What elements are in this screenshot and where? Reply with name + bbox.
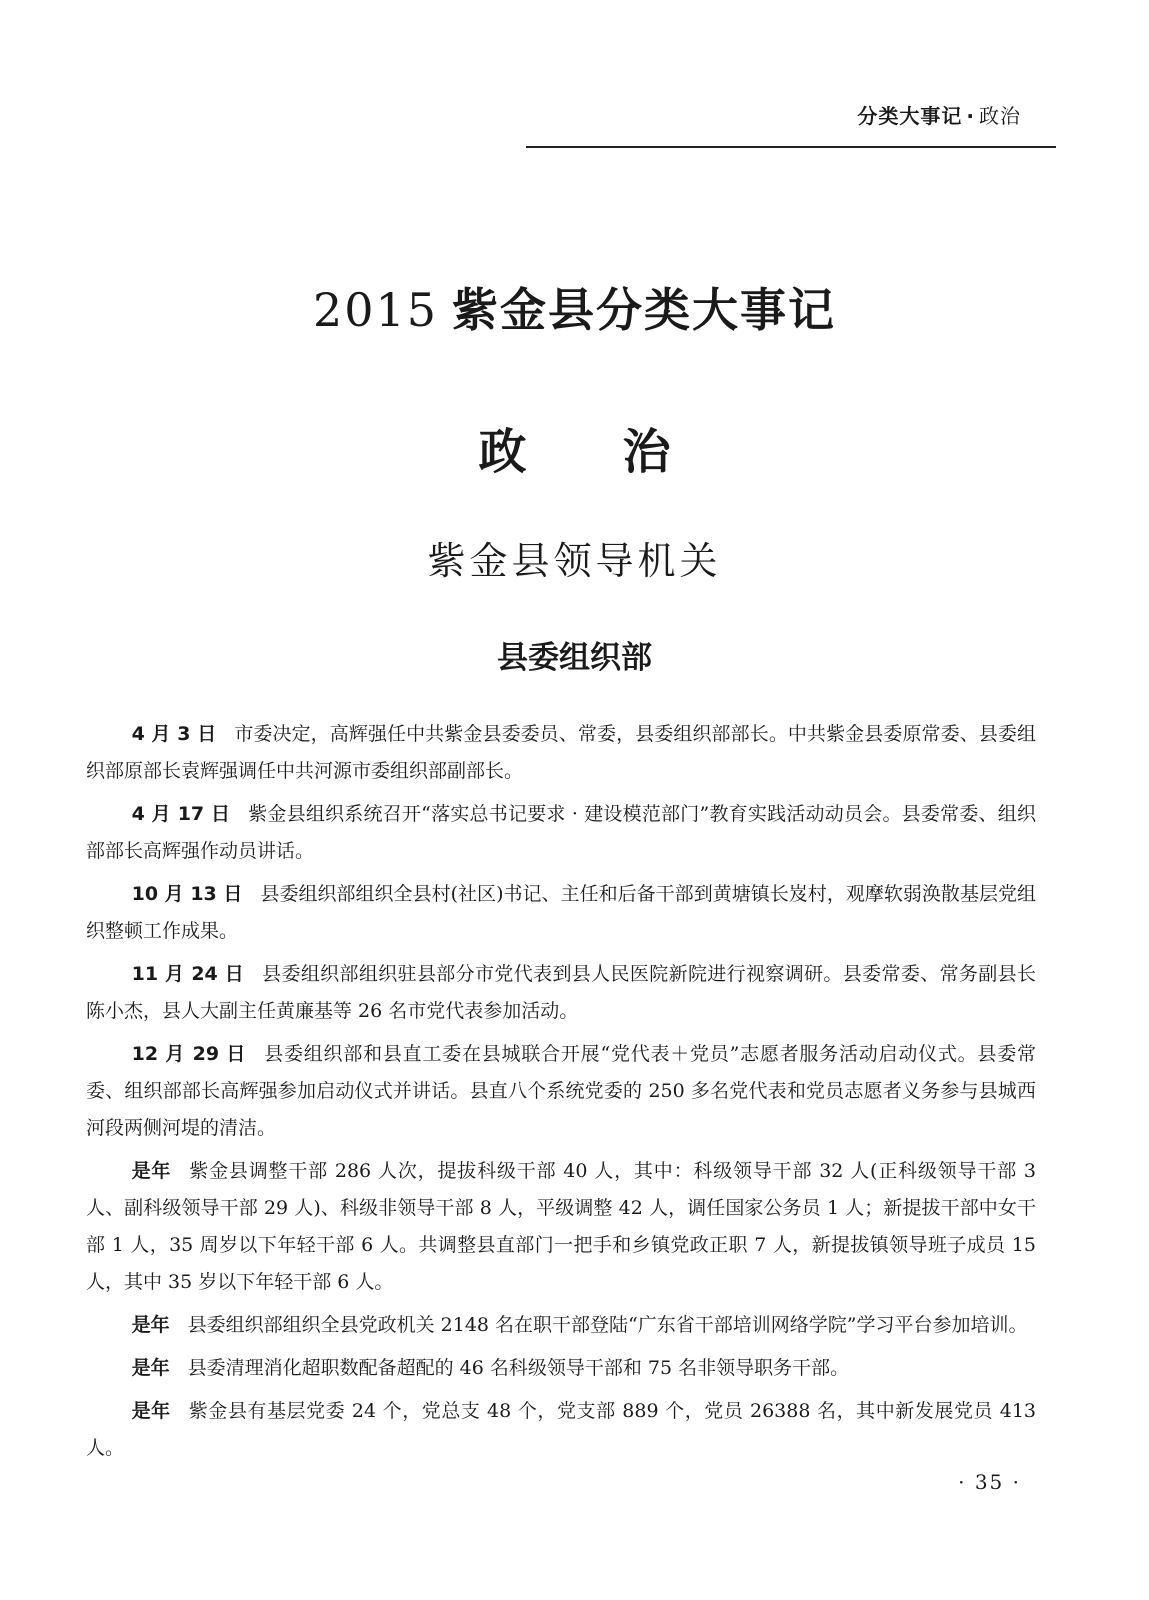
chronicle-entry xyxy=(86,796,1036,870)
department-title: 县委组织部 xyxy=(497,640,652,676)
entry-text: 县委组织部组织全县村(社区)书记、主任和后备干部到黄塘镇长岌村，观摩软弱涣散基层党组织整顿工作成果。 xyxy=(86,883,1037,942)
running-head-subsection: 政治 xyxy=(979,104,1021,128)
running-head xyxy=(857,100,1021,129)
entry-date: 10 月 13 日 xyxy=(131,883,243,905)
chronicle-entry xyxy=(86,1153,1036,1301)
entry-date: 是年 xyxy=(131,1160,172,1182)
chronicle-entry xyxy=(86,1307,1036,1344)
entry-text: 县委清理消化超职数配备超配的 46 名科级领导干部和 75 名非领导职务干部。 xyxy=(187,1357,850,1379)
entry-date: 是年 xyxy=(131,1314,170,1336)
page-title xyxy=(0,280,1149,340)
chronicle-entry xyxy=(86,1393,1036,1467)
chronicle-entry xyxy=(86,1036,1036,1147)
entry-date: 是年 xyxy=(131,1357,170,1379)
chronicle-entries xyxy=(86,716,1036,1473)
entry-text: 紫金县组织系统召开“落实总书记要求 · 建设模范部门”教育实践活动动员会。县委常委、组织部部长高辉强作动员讲话。 xyxy=(86,803,1036,862)
entry-text: 县委组织部组织驻县部分市党代表到县人民医院新院进行视察调研。县委常委、常务副县长陈小杰，县人大副主任黄廉基等 26 名市党代表参加活动。 xyxy=(86,963,1036,1022)
entry-date: 4 月 3 日 xyxy=(131,723,217,745)
title-name: 紫金县分类大事记 xyxy=(452,283,837,337)
section-title: 政治 xyxy=(478,424,767,480)
entry-text: 县委组织部组织全县党政机关 2148 名在职干部登陆“广东省干部培训网络学院”学习平台参加培训。 xyxy=(187,1314,1028,1336)
entry-date: 12 月 29 日 xyxy=(131,1043,247,1065)
entry-text: 县委组织部和县直工委在县城联合开展“党代表＋党员”志愿者服务活动启动仪式。县委常委、组织部部长高辉强参加启动仪式并讲话。县直八个系统党委的 250 多名党代表和党员志愿者义务参与县城西河段两侧河堤的清洁。 xyxy=(86,1043,1036,1139)
entry-text: 紫金县调整干部 286 人次，提拔科级干部 40 人，其中：科级领导干部 32 人(正科级领导干部 3 人、副科级领导干部 29 人)、科级非领导干部 8 人，平级调整 42 人，调任国家公务员 1 人；新提拔干部中女干部 1 人，35 周岁以下年轻干部 6 人。共调整县直部门一把手和乡镇党政正职 7 人，新提拔镇领导班子成员 15 人，其中 35 岁以下年轻干部 6 人。 xyxy=(86,1160,1036,1293)
entry-text: 紫金县有基层党委 24 个，党总支 48 个，党支部 889 个，党员 26388 名，其中新发展党员 413 人。 xyxy=(86,1400,1036,1459)
page-number: · 35 · xyxy=(958,1470,1021,1494)
header-rule xyxy=(526,146,1056,148)
chronicle-entry xyxy=(86,1350,1036,1387)
entry-text: 市委决定，高辉强任中共紫金县委委员、常委，县委组织部部长。中共紫金县委原常委、县委组织部原部长袁辉强调任中共河源市委组织部副部长。 xyxy=(86,723,1036,782)
chronicle-entry xyxy=(86,956,1036,1030)
entry-date: 4 月 17 日 xyxy=(131,803,231,825)
title-year: 2015 xyxy=(312,283,439,337)
chronicle-entry xyxy=(86,876,1036,950)
entry-date: 是年 xyxy=(131,1400,171,1422)
entry-date: 11 月 24 日 xyxy=(131,963,245,985)
running-head-section: 分类大事记 xyxy=(857,104,963,128)
subsection-title: 紫金县领导机关 xyxy=(427,539,722,583)
chronicle-entry xyxy=(86,716,1036,790)
running-head-separator: · xyxy=(966,104,975,128)
